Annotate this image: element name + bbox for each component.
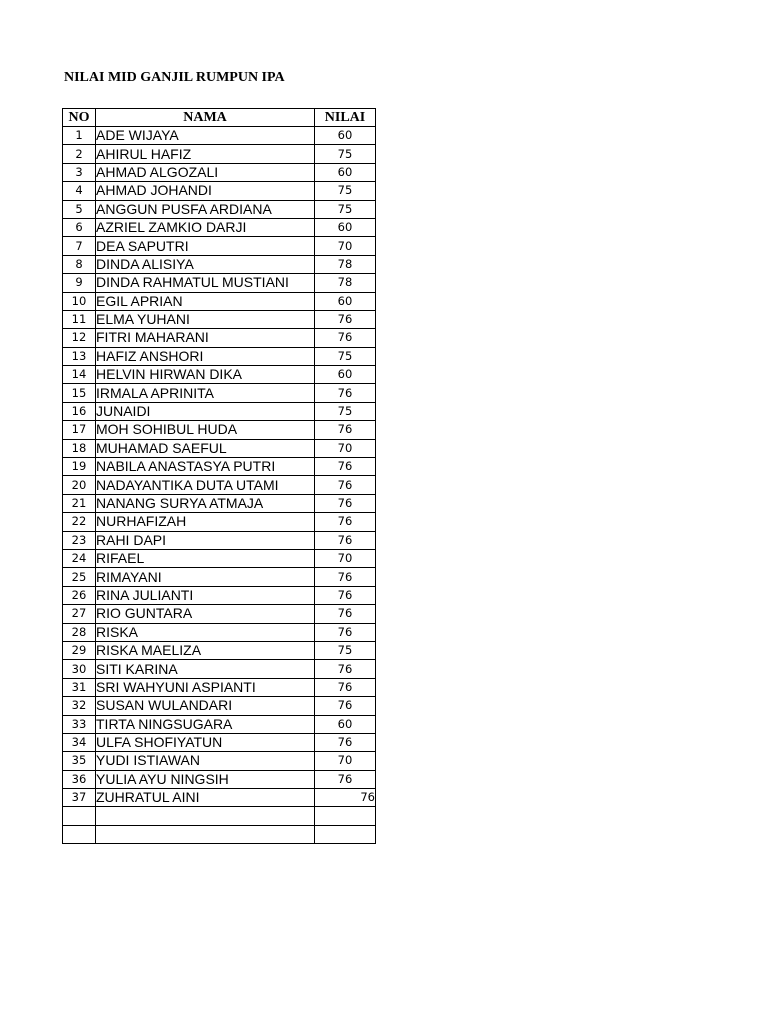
student-name: IRMALA APRINITA — [96, 384, 315, 402]
row-number: 28 — [63, 623, 96, 641]
student-name: ANGGUN PUSFA ARDIANA — [96, 200, 315, 218]
student-name: MUHAMAD SAEFUL — [96, 439, 315, 457]
student-score: 76 — [315, 531, 376, 549]
table-row — [63, 715, 376, 733]
table-row — [63, 421, 376, 439]
student-score: 60 — [315, 292, 376, 310]
student-score: 76 — [315, 678, 376, 696]
student-score: 76 — [315, 605, 376, 623]
student-score: 70 — [315, 237, 376, 255]
row-number: 15 — [63, 384, 96, 402]
student-score: 70 — [315, 439, 376, 457]
student-score: 60 — [315, 366, 376, 384]
student-score: 76 — [315, 494, 376, 512]
row-number: 37 — [63, 789, 96, 807]
student-score: 76 — [315, 733, 376, 751]
student-score: 75 — [315, 347, 376, 365]
table-row — [63, 678, 376, 696]
student-name: FITRI MAHARANI — [96, 329, 315, 347]
row-number: 24 — [63, 549, 96, 567]
table-row — [63, 145, 376, 163]
student-name: RAHI DAPI — [96, 531, 315, 549]
student-name: AHMAD ALGOZALI — [96, 163, 315, 181]
table-row — [63, 549, 376, 567]
table-row — [63, 237, 376, 255]
student-score: 75 — [315, 200, 376, 218]
student-name: RIO GUNTARA — [96, 605, 315, 623]
student-score: 60 — [315, 218, 376, 236]
row-number: 21 — [63, 494, 96, 512]
row-number: 13 — [63, 347, 96, 365]
student-name: TIRTA NINGSUGARA — [96, 715, 315, 733]
table-row — [63, 476, 376, 494]
row-number: 14 — [63, 366, 96, 384]
student-score: 75 — [315, 182, 376, 200]
student-score: 76 — [315, 476, 376, 494]
student-score: 76 — [315, 513, 376, 531]
student-score: 76 — [315, 697, 376, 715]
table-row — [63, 127, 376, 145]
student-name: AHMAD JOHANDI — [96, 182, 315, 200]
column-header-nilai: NILAI — [315, 109, 376, 127]
row-number: 22 — [63, 513, 96, 531]
student-score: 60 — [315, 127, 376, 145]
row-number: 12 — [63, 329, 96, 347]
student-name: SRI WAHYUNI ASPIANTI — [96, 678, 315, 696]
student-name: HELVIN HIRWAN DIKA — [96, 366, 315, 384]
row-number: 9 — [63, 274, 96, 292]
student-name: HAFIZ ANSHORI — [96, 347, 315, 365]
row-number — [63, 807, 96, 825]
row-number: 3 — [63, 163, 96, 181]
row-number: 8 — [63, 255, 96, 273]
row-number: 33 — [63, 715, 96, 733]
student-name: RISKA — [96, 623, 315, 641]
table-row — [63, 623, 376, 641]
student-name: ELMA YUHANI — [96, 310, 315, 328]
student-score: 76 — [315, 384, 376, 402]
row-number: 36 — [63, 770, 96, 788]
student-name: AZRIEL ZAMKIO DARJI — [96, 218, 315, 236]
row-number: 4 — [63, 182, 96, 200]
student-score — [315, 807, 376, 825]
student-score: 70 — [315, 549, 376, 567]
table-row — [63, 458, 376, 476]
student-name: NANANG SURYA ATMAJA — [96, 494, 315, 512]
table-row — [63, 255, 376, 273]
table-row — [63, 292, 376, 310]
student-name: ZUHRATUL AINI — [96, 789, 315, 807]
student-name: ADE WIJAYA — [96, 127, 315, 145]
table-row — [63, 697, 376, 715]
student-name: RINA JULIANTI — [96, 586, 315, 604]
row-number: 29 — [63, 641, 96, 659]
student-score: 75 — [315, 641, 376, 659]
table-row — [63, 531, 376, 549]
row-number: 10 — [63, 292, 96, 310]
student-name: RIFAEL — [96, 549, 315, 567]
row-number: 26 — [63, 586, 96, 604]
table-row — [63, 789, 376, 807]
row-number: 32 — [63, 697, 96, 715]
student-name: ULFA SHOFIYATUN — [96, 733, 315, 751]
student-name: RIMAYANI — [96, 568, 315, 586]
row-number: 1 — [63, 127, 96, 145]
student-name: AHIRUL HAFIZ — [96, 145, 315, 163]
student-score: 78 — [315, 255, 376, 273]
row-number: 30 — [63, 660, 96, 678]
row-number: 18 — [63, 439, 96, 457]
student-name — [96, 825, 315, 843]
student-name: DINDA ALISIYA — [96, 255, 315, 273]
student-name: DINDA RAHMATUL MUSTIANI — [96, 274, 315, 292]
student-name: SUSAN WULANDARI — [96, 697, 315, 715]
student-score: 76 — [315, 623, 376, 641]
student-score: 60 — [315, 163, 376, 181]
row-number: 34 — [63, 733, 96, 751]
student-score: 76 — [315, 586, 376, 604]
student-name: DEA SAPUTRI — [96, 237, 315, 255]
row-number: 25 — [63, 568, 96, 586]
student-name: NABILA ANASTASYA PUTRI — [96, 458, 315, 476]
table-row — [63, 329, 376, 347]
student-name — [96, 807, 315, 825]
student-score — [315, 825, 376, 843]
student-score: 76 — [315, 458, 376, 476]
student-name: MOH SOHIBUL HUDA — [96, 421, 315, 439]
student-score: 76 — [315, 568, 376, 586]
student-score: 76 — [315, 310, 376, 328]
row-number: 31 — [63, 678, 96, 696]
student-name: RISKA MAELIZA — [96, 641, 315, 659]
student-score: 75 — [315, 402, 376, 420]
table-body — [63, 127, 376, 844]
student-score: 76 — [315, 421, 376, 439]
table-row — [63, 513, 376, 531]
student-name: YULIA AYU NINGSIH — [96, 770, 315, 788]
page-title: NILAI MID GANJIL RUMPUN IPA — [64, 70, 285, 85]
student-name: NURHAFIZAH — [96, 513, 315, 531]
row-number — [63, 825, 96, 843]
table-header-row — [63, 109, 376, 127]
student-score: 75 — [315, 145, 376, 163]
row-number: 11 — [63, 310, 96, 328]
student-score: 76 — [315, 789, 376, 807]
table-row — [63, 770, 376, 788]
table-row — [63, 586, 376, 604]
table-row — [63, 347, 376, 365]
student-score: 78 — [315, 274, 376, 292]
row-number: 7 — [63, 237, 96, 255]
student-name: NADAYANTIKA DUTA UTAMI — [96, 476, 315, 494]
student-name: EGIL APRIAN — [96, 292, 315, 310]
table-row — [63, 641, 376, 659]
student-score: 76 — [315, 660, 376, 678]
row-number: 23 — [63, 531, 96, 549]
grades-table — [62, 108, 376, 844]
student-score: 60 — [315, 715, 376, 733]
table-row — [63, 825, 376, 843]
student-score: 76 — [315, 329, 376, 347]
table-row — [63, 568, 376, 586]
table-row — [63, 733, 376, 751]
table-row — [63, 807, 376, 825]
table-row — [63, 218, 376, 236]
student-score: 70 — [315, 752, 376, 770]
row-number: 35 — [63, 752, 96, 770]
table-row — [63, 605, 376, 623]
table-row — [63, 200, 376, 218]
table-row — [63, 182, 376, 200]
table-row — [63, 494, 376, 512]
row-number: 2 — [63, 145, 96, 163]
column-header-no: NO — [63, 109, 96, 127]
row-number: 20 — [63, 476, 96, 494]
student-score: 76 — [315, 770, 376, 788]
row-number: 17 — [63, 421, 96, 439]
table-row — [63, 163, 376, 181]
table-row — [63, 752, 376, 770]
student-name: SITI KARINA — [96, 660, 315, 678]
table-row — [63, 660, 376, 678]
table-row — [63, 366, 376, 384]
row-number: 27 — [63, 605, 96, 623]
row-number: 5 — [63, 200, 96, 218]
row-number: 19 — [63, 458, 96, 476]
table-row — [63, 274, 376, 292]
student-name: YUDI ISTIAWAN — [96, 752, 315, 770]
student-name: JUNAIDI — [96, 402, 315, 420]
table-row — [63, 439, 376, 457]
table-row — [63, 402, 376, 420]
table-row — [63, 384, 376, 402]
row-number: 16 — [63, 402, 96, 420]
row-number: 6 — [63, 218, 96, 236]
table-row — [63, 310, 376, 328]
column-header-nama: NAMA — [96, 109, 315, 127]
